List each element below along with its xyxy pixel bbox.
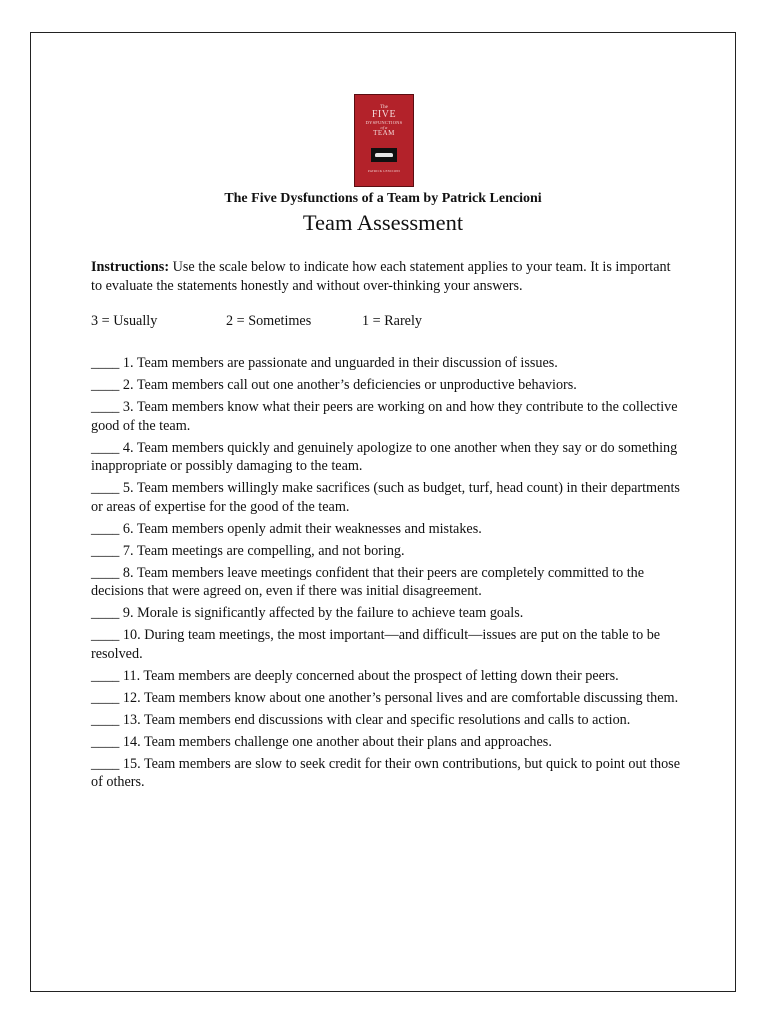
cover-tagline-line — [355, 173, 413, 176]
cover-dysfunctions: DYSFUNCTIONS — [365, 120, 403, 125]
list-item: ____ 9. Morale is significantly affected by the failure to achieve team goals. — [91, 605, 524, 621]
page-title: Team Assessment — [302, 210, 464, 235]
book-cover-image — [354, 94, 414, 187]
instructions — [91, 258, 681, 296]
assessment-items — [91, 354, 683, 795]
list-item: ____ 6. Team members openly admit their weaknesses and mistakes. — [91, 520, 482, 537]
list-item: ____ 15. Team members are slow to seek credit for their own contributions, but quick to point out those of others. — [91, 755, 680, 790]
list-item: ____ 8. Team members leave meetings confident that their peers are completely committed to the decisions that were agreed on, even if there was initial disagreement. — [91, 564, 645, 599]
document-page — [30, 32, 736, 992]
scale-sometimes: 2 = Sometimes — [226, 313, 312, 329]
cover-team: TEAM — [373, 129, 395, 137]
scale-rarely: 1 = Rarely — [362, 313, 423, 329]
cover-subtitle-line — [355, 139, 413, 143]
scale-usually: 3 = Usually — [91, 313, 158, 329]
cover-illustration — [371, 148, 397, 162]
list-item: ____ 3. Team members know what their peers are working on and how they contribute to the collective good of the team. — [91, 399, 678, 434]
list-item: ____ 2. Team members call out one another’s deficiencies or unproductive behaviors. — [91, 377, 577, 393]
cover-the: The — [380, 105, 388, 110]
list-item: ____ 5. Team members willingly make sacrifices (such as budget, turf, head count) in their departments or areas of expertise for the good of the team. — [91, 480, 680, 515]
list-item: ____ 10. During team meetings, the most important—and difficult—issues are put on the table to be resolved. — [91, 627, 661, 662]
list-item: ____ 1. Team members are passionate and unguarded in their discussion of issues. — [91, 355, 558, 371]
cover-of-a: of a — [380, 125, 388, 130]
list-item: ____ 12. Team members know about one another’s personal lives and are comfortable discussing them. — [91, 689, 679, 706]
list-item: ____ 7. Team meetings are compelling, and not boring. — [91, 542, 405, 559]
cover-five: FIVE — [371, 109, 397, 120]
list-item: ____ 14. Team members challenge one another about their plans and approaches. — [91, 733, 552, 750]
list-item: ____ 4. Team members quickly and genuinely apologize to one another when they say or do something inappropriate or possibly damaging to the team. — [91, 439, 678, 474]
instructions-label: Instructions: — [91, 259, 170, 275]
cover-author: PATRICK LENCIONI — [368, 169, 400, 173]
instructions-text: Use the scale below to indicate how each statement applies to your team. It is important to evaluate the statements honestly and without over-thinking your answers. — [91, 259, 671, 294]
list-item: ____ 13. Team members end discussions with clear and specific resolutions and calls to action. — [91, 711, 631, 728]
list-item: ____ 11. Team members are deeply concerned about the prospect of letting down their peers. — [91, 667, 619, 684]
book-title: The Five Dysfunctions of a Team by Patrick Lencioni — [224, 191, 542, 206]
